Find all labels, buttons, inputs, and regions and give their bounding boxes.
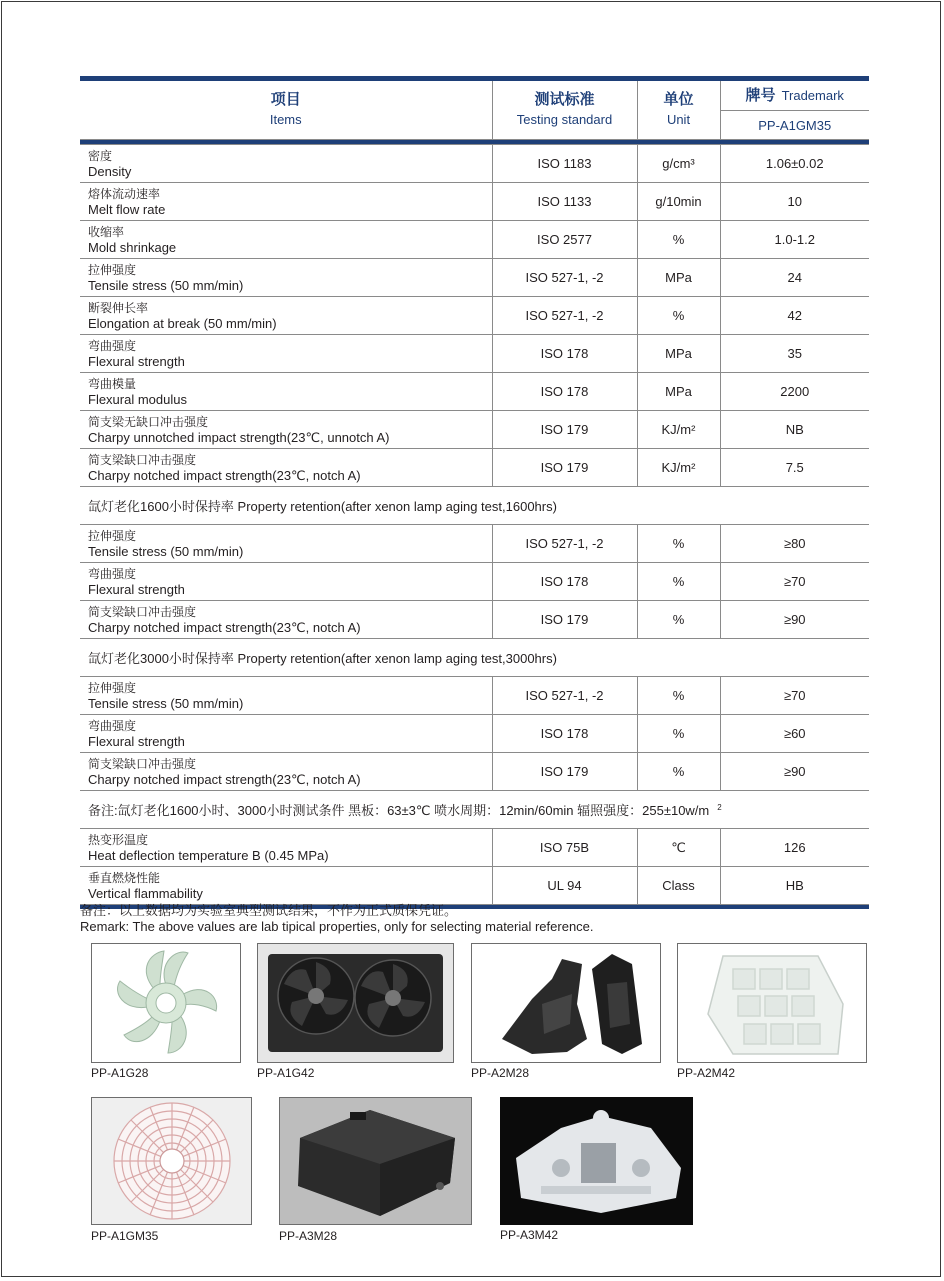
property-cell — [80, 145, 492, 183]
caption-pp-a1g42: PP-A1G42 — [257, 1066, 315, 1080]
header-unit-cn: 单位 — [663, 91, 694, 108]
photo-pp-a2m42 — [677, 943, 867, 1063]
header-trademark — [720, 81, 869, 140]
section-3000-label: 氙灯老化3000小时保持率 Property retention(after xenon lamp aging test,3000hrs) — [80, 639, 869, 677]
property-en: Tensile stress (50 mm/min) — [88, 277, 244, 293]
value-cell: 1.0-1.2 — [720, 221, 869, 259]
property-en: Elongation at break (50 mm/min) — [88, 315, 277, 331]
header-row — [80, 81, 869, 140]
value-cell: 2200 — [720, 373, 869, 411]
table-row — [80, 715, 869, 753]
standard-cell: ISO 75B — [492, 829, 637, 867]
value-cell: NB — [720, 411, 869, 449]
table-row — [80, 677, 869, 715]
property-en: Charpy notched impact strength(23℃, notch A) — [88, 771, 361, 787]
photo-pp-a1g42 — [257, 943, 454, 1063]
property-cell — [80, 183, 492, 221]
unit-cell: Class — [637, 867, 720, 905]
value-cell: ≥70 — [720, 677, 869, 715]
header-standard-en: Testing standard — [516, 112, 613, 127]
remark-cn: 备注：以上数据均为实验室典型测试结果，不作为正式质保凭证。 — [80, 903, 458, 918]
fan-guard-icon — [92, 1098, 251, 1224]
value-cell: 24 — [720, 259, 869, 297]
section-3000 — [80, 639, 869, 677]
property-cn: 弯曲强度 — [88, 566, 137, 581]
caption-pp-a2m42: PP-A2M42 — [677, 1066, 736, 1080]
property-cn: 拉伸强度 — [88, 528, 137, 543]
standard-cell: ISO 1183 — [492, 145, 637, 183]
standard-cell: ISO 179 — [492, 601, 637, 639]
conditions-note-row — [80, 791, 869, 829]
unit-cell: MPa — [637, 259, 720, 297]
value-cell: ≥90 — [720, 601, 869, 639]
property-cn: 热变形温度 — [88, 832, 149, 847]
property-en: Tensile stress (50 mm/min) — [88, 695, 244, 711]
property-en: Charpy notched impact strength(23℃, notch A) — [88, 619, 361, 635]
table-row — [80, 183, 869, 221]
standard-cell: ISO 527-1, -2 — [492, 297, 637, 335]
standard-cell: UL 94 — [492, 867, 637, 905]
property-en: Vertical flammability — [88, 885, 203, 901]
value-cell: 35 — [720, 335, 869, 373]
conditions-note — [80, 791, 869, 829]
property-cell — [80, 411, 492, 449]
unit-cell: MPa — [637, 335, 720, 373]
unit-cell: ℃ — [637, 829, 720, 867]
remark — [80, 903, 880, 935]
table-row — [80, 259, 869, 297]
fan-blade-icon — [92, 944, 240, 1062]
property-cn: 弯曲强度 — [88, 718, 137, 733]
property-cn: 拉伸强度 — [88, 680, 137, 695]
value-cell: 42 — [720, 297, 869, 335]
table-row — [80, 449, 869, 487]
table-row — [80, 335, 869, 373]
photo-pp-a1gm35 — [91, 1097, 252, 1225]
property-en: Charpy unnotched impact strength(23℃, unnotch A) — [88, 429, 390, 445]
value-cell: ≥90 — [720, 753, 869, 791]
property-cell — [80, 677, 492, 715]
unit-cell: g/cm³ — [637, 145, 720, 183]
table-row — [80, 525, 869, 563]
value-cell: ≥80 — [720, 525, 869, 563]
caption-pp-a2m28: PP-A2M28 — [471, 1066, 530, 1080]
value-cell: 10 — [720, 183, 869, 221]
property-cn: 收缩率 — [88, 224, 125, 239]
unit-cell: KJ/m² — [637, 411, 720, 449]
conditions-note-text: 备注:氙灯老化1600小时、3000小时测试条件 黑板：63±3℃ 喷水周期：12min/60min 辐照强度：255±10w/m — [88, 803, 710, 818]
property-en: Charpy notched impact strength(23℃, notch A) — [88, 467, 361, 483]
header-grade: PP-A1GM35 — [758, 117, 832, 133]
unit-cell: KJ/m² — [637, 449, 720, 487]
datasheet-page — [1, 1, 941, 1277]
property-cn: 拉伸强度 — [88, 262, 137, 277]
header-standard — [492, 81, 637, 140]
unit-cell: % — [637, 753, 720, 791]
property-cell — [80, 221, 492, 259]
value-cell: ≥70 — [720, 563, 869, 601]
property-cn: 弯曲强度 — [88, 338, 137, 353]
header-unit — [637, 81, 720, 140]
properties-table-block — [80, 76, 869, 909]
value-cell: 1.06±0.02 — [720, 145, 869, 183]
black-box-icon — [280, 1098, 471, 1224]
table-row — [80, 753, 869, 791]
table-row — [80, 601, 869, 639]
table-row — [80, 297, 869, 335]
property-en: Melt flow rate — [88, 201, 166, 217]
property-cell — [80, 601, 492, 639]
table-row — [80, 829, 869, 867]
property-cell — [80, 373, 492, 411]
header-items — [80, 81, 492, 140]
unit-cell: % — [637, 525, 720, 563]
table-row — [80, 411, 869, 449]
property-cell — [80, 715, 492, 753]
table-row — [80, 373, 869, 411]
property-cn: 简支梁缺口冲击强度 — [88, 604, 197, 619]
unit-cell: MPa — [637, 373, 720, 411]
black-bracket-icon — [472, 944, 660, 1062]
unit-cell: % — [637, 677, 720, 715]
table-row — [80, 221, 869, 259]
header-trademark-en: Trademark — [781, 87, 844, 103]
rows-final — [80, 829, 869, 905]
standard-cell: ISO 178 — [492, 373, 637, 411]
property-cell — [80, 449, 492, 487]
property-en: Density — [88, 163, 132, 179]
photo-pp-a1g28 — [91, 943, 241, 1063]
property-en: Tensile stress (50 mm/min) — [88, 543, 244, 559]
property-cn: 断裂伸长率 — [88, 300, 149, 315]
property-cn: 熔体流动速率 — [88, 186, 161, 201]
conditions-note-sup: 2 — [717, 802, 722, 812]
property-cn: 简支梁缺口冲击强度 — [88, 756, 197, 771]
main-rows — [80, 145, 869, 487]
standard-cell: ISO 527-1, -2 — [492, 259, 637, 297]
table-row — [80, 867, 869, 905]
property-en: Flexural strength — [88, 733, 185, 749]
property-cell — [80, 753, 492, 791]
property-cn: 弯曲模量 — [88, 376, 137, 391]
standard-cell: ISO 178 — [492, 563, 637, 601]
property-cell — [80, 525, 492, 563]
property-en: Flexural modulus — [88, 391, 187, 407]
property-cell — [80, 867, 492, 905]
standard-cell: ISO 178 — [492, 335, 637, 373]
property-cn: 简支梁无缺口冲击强度 — [88, 414, 209, 429]
unit-cell: % — [637, 297, 720, 335]
property-cell — [80, 297, 492, 335]
unit-cell: % — [637, 563, 720, 601]
property-cell — [80, 335, 492, 373]
caption-pp-a3m28: PP-A3M28 — [279, 1229, 338, 1243]
value-cell: ≥60 — [720, 715, 869, 753]
rows-3000 — [80, 677, 869, 791]
property-en: Mold shrinkage — [88, 239, 177, 255]
remark-en: Remark: The above values are lab tipical properties, only for selecting material reference. — [80, 919, 594, 934]
table-row — [80, 145, 869, 183]
rows-1600 — [80, 525, 869, 639]
property-cn: 垂直燃烧性能 — [88, 870, 161, 885]
property-en: Flexural strength — [88, 581, 185, 597]
value-cell: 7.5 — [720, 449, 869, 487]
caption-pp-a3m42: PP-A3M42 — [500, 1228, 559, 1242]
value-cell: 126 — [720, 829, 869, 867]
value-cell: HB — [720, 867, 869, 905]
caption-pp-a1gm35: PP-A1GM35 — [91, 1229, 159, 1243]
properties-table — [80, 81, 869, 905]
property-cn: 密度 — [88, 148, 113, 163]
header-items-cn: 项目 — [270, 91, 301, 108]
section-1600-label: 氙灯老化1600小时保持率 Property retention(after xenon lamp aging test,1600hrs) — [80, 487, 869, 525]
unit-cell: % — [637, 601, 720, 639]
caption-pp-a1g28: PP-A1G28 — [91, 1066, 149, 1080]
unit-cell: % — [637, 221, 720, 259]
white-housing-icon — [501, 1098, 692, 1224]
header-standard-cn: 测试标准 — [534, 91, 595, 108]
standard-cell: ISO 178 — [492, 715, 637, 753]
standard-cell: ISO 527-1, -2 — [492, 525, 637, 563]
standard-cell: ISO 527-1, -2 — [492, 677, 637, 715]
photo-pp-a3m42 — [500, 1097, 693, 1225]
property-cell — [80, 563, 492, 601]
unit-cell: % — [637, 715, 720, 753]
header-items-en: Items — [269, 112, 302, 127]
property-en: Heat deflection temperature B (0.45 MPa) — [88, 847, 329, 863]
table-row — [80, 563, 869, 601]
unit-cell: g/10min — [637, 183, 720, 221]
standard-cell: ISO 179 — [492, 753, 637, 791]
property-cell — [80, 829, 492, 867]
photo-pp-a3m28 — [279, 1097, 472, 1225]
standard-cell: ISO 179 — [492, 449, 637, 487]
standard-cell: ISO 1133 — [492, 183, 637, 221]
header-trademark-cn: 牌号 — [745, 86, 776, 104]
header-unit-en: Unit — [666, 112, 691, 127]
standard-cell: ISO 179 — [492, 411, 637, 449]
standard-cell: ISO 2577 — [492, 221, 637, 259]
property-en: Flexural strength — [88, 353, 185, 369]
property-cell — [80, 259, 492, 297]
twin-fan-shroud-icon — [258, 944, 453, 1062]
section-1600 — [80, 487, 869, 525]
photo-pp-a2m28 — [471, 943, 661, 1063]
property-cn: 简支梁缺口冲击强度 — [88, 452, 197, 467]
white-tray-icon — [678, 944, 866, 1062]
